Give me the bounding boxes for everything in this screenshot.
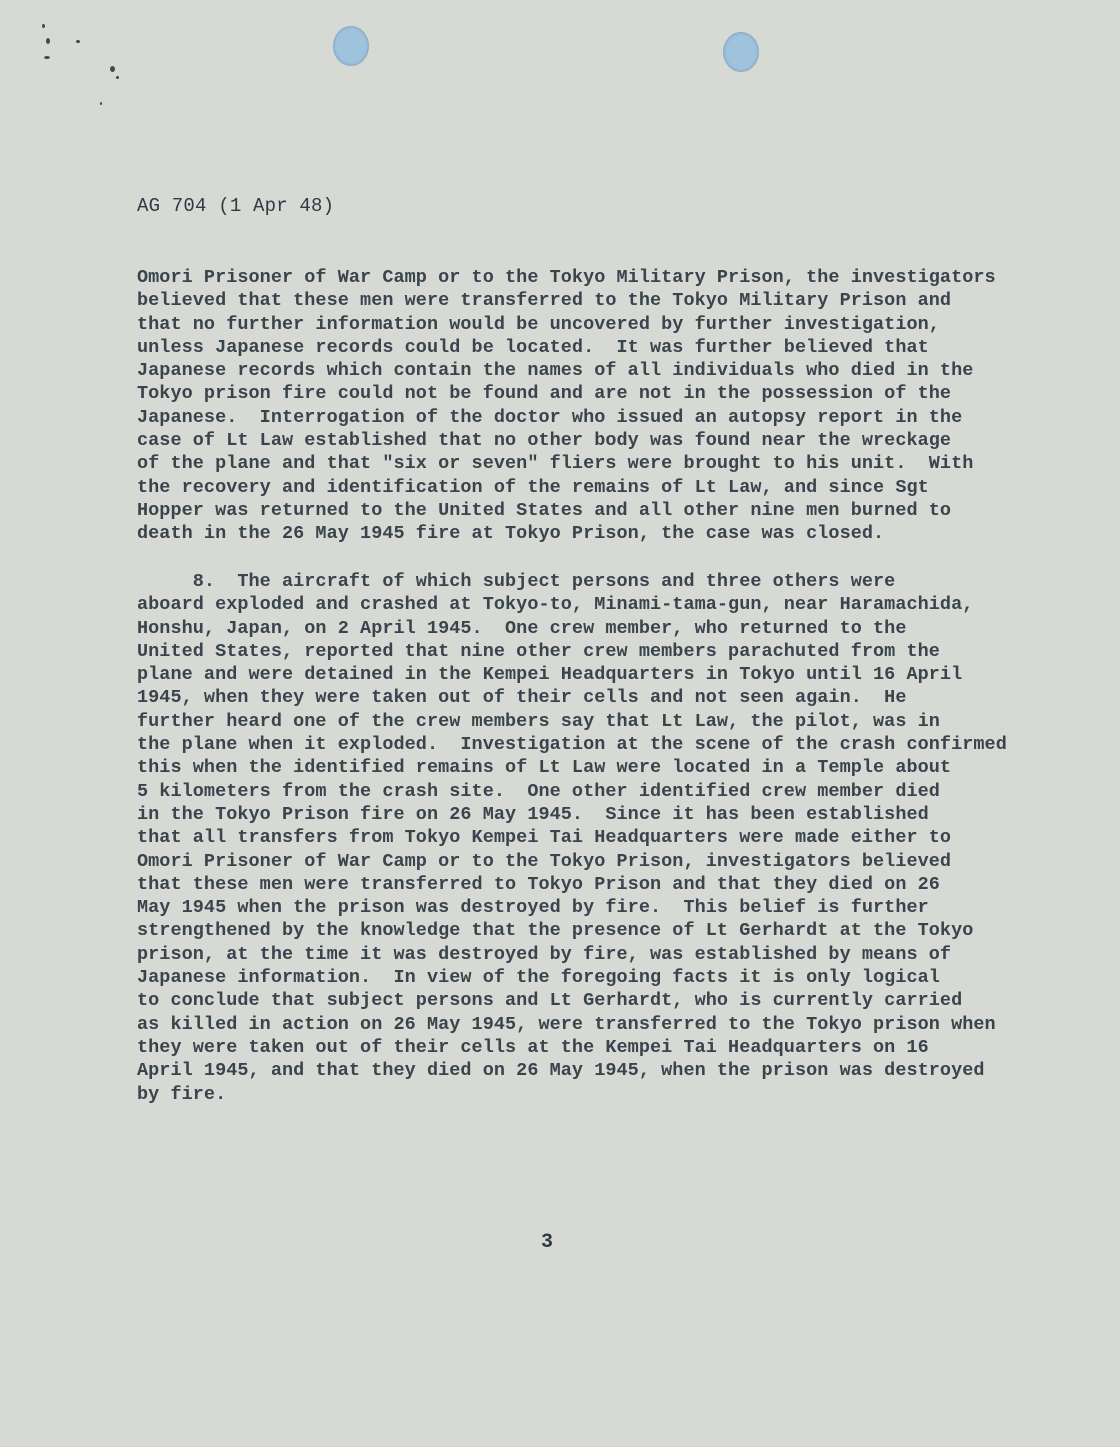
text-line: by fire. bbox=[137, 1083, 227, 1105]
text-line: April 1945, and that they died on 26 May 1945, when the prison was destroyed bbox=[137, 1060, 985, 1082]
text-line: prison, at the time it was destroyed by fire, was established by means of bbox=[137, 943, 952, 965]
text-line: 8. The aircraft of which subject persons and three others were bbox=[137, 571, 896, 592]
ink-speck bbox=[46, 38, 50, 44]
text-line: Omori Prisoner of War Camp or to the Tokyo Prison, investigators believed bbox=[137, 850, 952, 872]
text-line: of the plane and that "six or seven" fliers were brought to his unit. With bbox=[137, 453, 974, 475]
text-line: believed that these men were transferred to the Tokyo Military Prison and bbox=[137, 290, 952, 312]
text-line: as killed in action on 26 May 1945, were transferred to the Tokyo prison when bbox=[137, 1013, 996, 1035]
text-line: Japanese records which contain the names of all individuals who died in the bbox=[137, 360, 974, 382]
text-line: the recovery and identification of the remains of Lt Law, and since Sgt bbox=[137, 476, 929, 498]
page-number: 3 bbox=[541, 1231, 554, 1254]
text-line: case of Lt Law established that no other body was found near the wreckage bbox=[137, 430, 952, 452]
text-line: Hopper was returned to the United States and all other nine men burned to bbox=[137, 499, 952, 521]
text-line: 5 kilometers from the crash site. One other identified crew member died bbox=[137, 780, 940, 802]
punch-hole-left bbox=[333, 26, 369, 66]
text-line: plane and were detained in the Kempei Headquarters in Tokyo until 16 April bbox=[137, 664, 963, 686]
text-line: strengthened by the knowledge that the presence of Lt Gerhardt at the Tokyo bbox=[137, 920, 974, 942]
ink-speck bbox=[116, 76, 119, 79]
header-reference: AG 704 (1 Apr 48) bbox=[137, 195, 335, 217]
ink-speck bbox=[42, 24, 45, 28]
text-line: the plane when it exploded. Investigation at the scene of the crash confirmed bbox=[137, 734, 1007, 756]
text-line: that all transfers from Tokyo Kempei Tai Headquarters were made either to bbox=[137, 827, 952, 849]
text-line: Japanese. Interrogation of the doctor who issued an autopsy report in the bbox=[137, 406, 963, 428]
text-line: they were taken out of their cells at the Kempei Tai Headquarters on 16 bbox=[137, 1036, 929, 1058]
text-line: that no further information would be uncovered by further investigation, bbox=[137, 313, 940, 335]
text-line: to conclude that subject persons and Lt Gerhardt, who is currently carried bbox=[137, 990, 963, 1012]
text-line: Omori Prisoner of War Camp or to the Tokyo Military Prison, the investigators bbox=[137, 267, 996, 288]
paragraph-8 bbox=[137, 570, 1007, 1106]
ink-speck bbox=[76, 40, 80, 43]
text-line: May 1945 when the prison was destroyed by fire. This belief is further bbox=[137, 897, 929, 919]
text-line: further heard one of the crew members say that Lt Law, the pilot, was in bbox=[137, 710, 940, 732]
ink-speck bbox=[100, 102, 102, 105]
text-line: Honshu, Japan, on 2 April 1945. One crew member, who returned to the bbox=[137, 617, 907, 639]
text-line: United States, reported that nine other crew members parachuted from the bbox=[137, 640, 940, 662]
punch-hole-right bbox=[723, 32, 759, 72]
text-line: aboard exploded and crashed at Tokyo-to, Minami-tama-gun, near Haramachida, bbox=[137, 594, 974, 616]
ink-speck bbox=[44, 56, 50, 59]
text-line: death in the 26 May 1945 fire at Tokyo Prison, the case was closed. bbox=[137, 523, 885, 545]
text-line: Tokyo prison fire could not be found and are not in the possession of the bbox=[137, 383, 952, 405]
text-line: Japanese information. In view of the foregoing facts it is only logical bbox=[137, 967, 940, 989]
text-line: that these men were transferred to Tokyo Prison and that they died on 26 bbox=[137, 873, 940, 895]
text-line: 1945, when they were taken out of their cells and not seen again. He bbox=[137, 687, 907, 709]
text-line: unless Japanese records could be located. It was further believed that bbox=[137, 336, 929, 358]
paragraph-continued bbox=[137, 266, 996, 546]
ink-speck bbox=[110, 66, 115, 72]
text-line: in the Tokyo Prison fire on 26 May 1945. Since it has been established bbox=[137, 803, 929, 825]
text-line: this when the identified remains of Lt Law were located in a Temple about bbox=[137, 757, 952, 779]
